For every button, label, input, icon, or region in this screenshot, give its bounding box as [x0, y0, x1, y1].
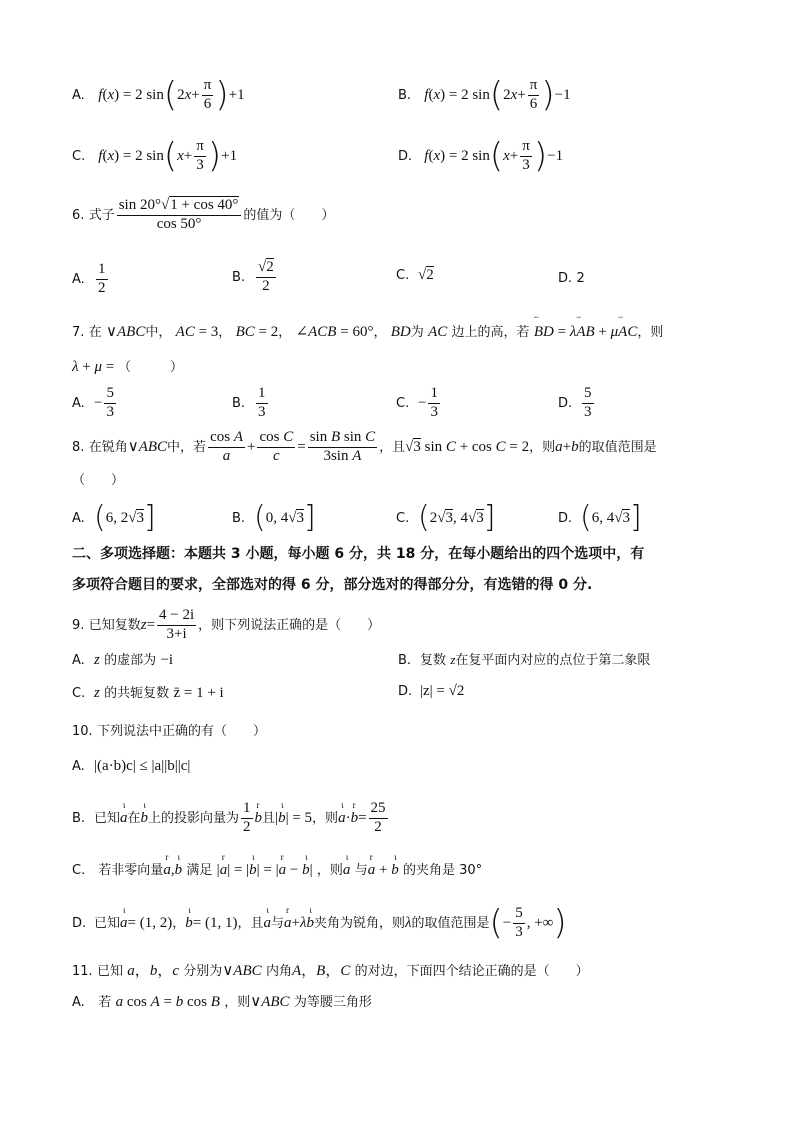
option-formula: f ( x ) = 2 sin ( 2 x + $\frac{\pi}{6}$ ) +1 [98, 75, 245, 116]
q5-option-b[interactable] [398, 75, 571, 116]
q5-option-c[interactable] [72, 136, 238, 177]
q7-stem: 7. 在 ∨ABC中， AC = 3， BC = 2， ∠ACB = 60°， BD为 AC 边上的高，若 ᵕᵕᵕ BD = λᵕᵕᵕ AB + μᵕᵕᵕ AC，则 [72, 325, 663, 340]
q8-option-d[interactable]: D. ( 6, 4√3 ] [558, 500, 642, 535]
q10-option-d[interactable]: D. 已知 ι a = (1, 2) ， ι b = (1, 1) ，且 ι a 与 r a + λ ι b 夹角为锐角，则 λ 的取值范围是 ( − $\frac{5}{3}$ , +∞ ) [72, 906, 567, 941]
section-heading-line2: 多项符合题目的要求，全部选对的得 6 分，部分选对的得部分分，有选错的得 0 分. [72, 577, 593, 593]
q7-stem-line2: λ + μ = （ ） [72, 359, 183, 375]
q6-stem: 6. 式子 $\frac{\sin 20^\circ√1 + \cos 40^\circ}{\cos 50^\circ}$ 的值为（ ） [72, 197, 335, 232]
option-label: D. [398, 148, 413, 164]
q6-option-b[interactable]: B. $\frac{√2}{2}$ [232, 259, 274, 294]
q7-option-b[interactable]: B. $\frac{1}{3}$ [232, 385, 266, 420]
q5-option-d[interactable] [398, 136, 564, 177]
option-label: A. [72, 87, 85, 103]
question-number: 6. [72, 207, 85, 223]
q8-stem: 8. 在锐角 ∨ ABC 中，若 $\frac{\text{cos A}}{a}$ + $\frac{\text{cos C}}{c}$ = $\frac{\text{sin B sin C}}{\text{3sin A}}$ ，且 √3 sin C + cos C = 2 ，则 a + b 的取值范围是 [72, 429, 657, 464]
q11-option-a[interactable]: A. 若 a cos A = b cos B ，则∨ABC 为等腰三角形 [72, 994, 372, 1010]
q11-stem: 11. 已知 a，b，c 分别为∨ABC 内角A，B，C 的对边，下面四个结论正确的是（ ） [72, 963, 589, 979]
q6-fraction: $\frac{\sin 20^\circ√1 + \cos 40^\circ}{\cos 50^\circ}$ [117, 198, 242, 233]
q10-option-a[interactable]: A. |(a·b)c| ≤ |a||b||c| [72, 758, 191, 774]
q9-option-d[interactable]: D. |z| = √2 [398, 683, 465, 699]
q7-option-a[interactable]: A. − $\frac{5}{3}$ [72, 385, 114, 420]
q8-option-a[interactable]: A. ( 6, 2√3 ] [72, 500, 156, 535]
section-heading-line1: 二、多项选择题：本题共 3 小题，每小题 6 分，共 18 分，在每小题给出的四个选项中，有 [72, 546, 645, 562]
option-label: C. [72, 148, 86, 164]
option-formula: f ( x ) = 2 sin ( x + $\frac{\pi}{3}$ ) +1 [98, 136, 238, 177]
q8-option-b[interactable]: B. ( 0, 4√3 ] [232, 500, 316, 535]
q9-option-a[interactable]: A. z 的虚部为 −i [72, 652, 174, 668]
q8-option-c[interactable]: C. ( 2√3, 4√3 ] [396, 500, 496, 535]
q6-option-d[interactable]: D. 2 [558, 271, 585, 287]
q7-option-c[interactable]: C. − $\frac{1}{3}$ [396, 385, 438, 420]
option-formula: f ( x ) = 2 sin ( 2 x + $\frac{\pi}{6}$ ) −1 [424, 75, 571, 116]
q10-stem: 10. 下列说法中正确的有（ ） [72, 724, 266, 739]
q8-paren: （ ） [72, 473, 125, 488]
q9-option-b[interactable]: B. 复数 z在复平面内对应的点位于第二象限 [398, 652, 651, 668]
q7-option-d[interactable]: D. $\frac{5}{3}$ [558, 385, 592, 420]
option-label: B. [398, 87, 412, 103]
q9-option-c[interactable]: C. z 的共轭复数 z̄ = 1 + i [72, 685, 224, 701]
q10-option-b[interactable]: B. 已知 ι a 在 ι b 上的投影向量为 $\frac{1}{2}$ r b 且 | ι b | = 5 ，则 ι a · r b = $\frac{25}{2}$ [72, 801, 390, 836]
q9-stem: 9. 已知复数 z = $\frac{4 - 2i}{3+i}$ ，则下列说法正确的是（ ） [72, 607, 381, 642]
q6-option-c[interactable]: C. √2 [396, 267, 434, 283]
option-formula: f ( x ) = 2 sin ( x + $\frac{\pi}{3}$ ) −1 [424, 136, 564, 177]
q6-option-a[interactable]: A. $\frac{1}{2}$ [72, 261, 106, 296]
q10-option-c[interactable]: C. 若非零向量r a,ι b 满足 |r a| = |ι b| = |r a − ι b| ，则ι a 与r a + ι b 的夹角是 30° [72, 863, 482, 878]
q5-option-a[interactable] [72, 75, 245, 116]
